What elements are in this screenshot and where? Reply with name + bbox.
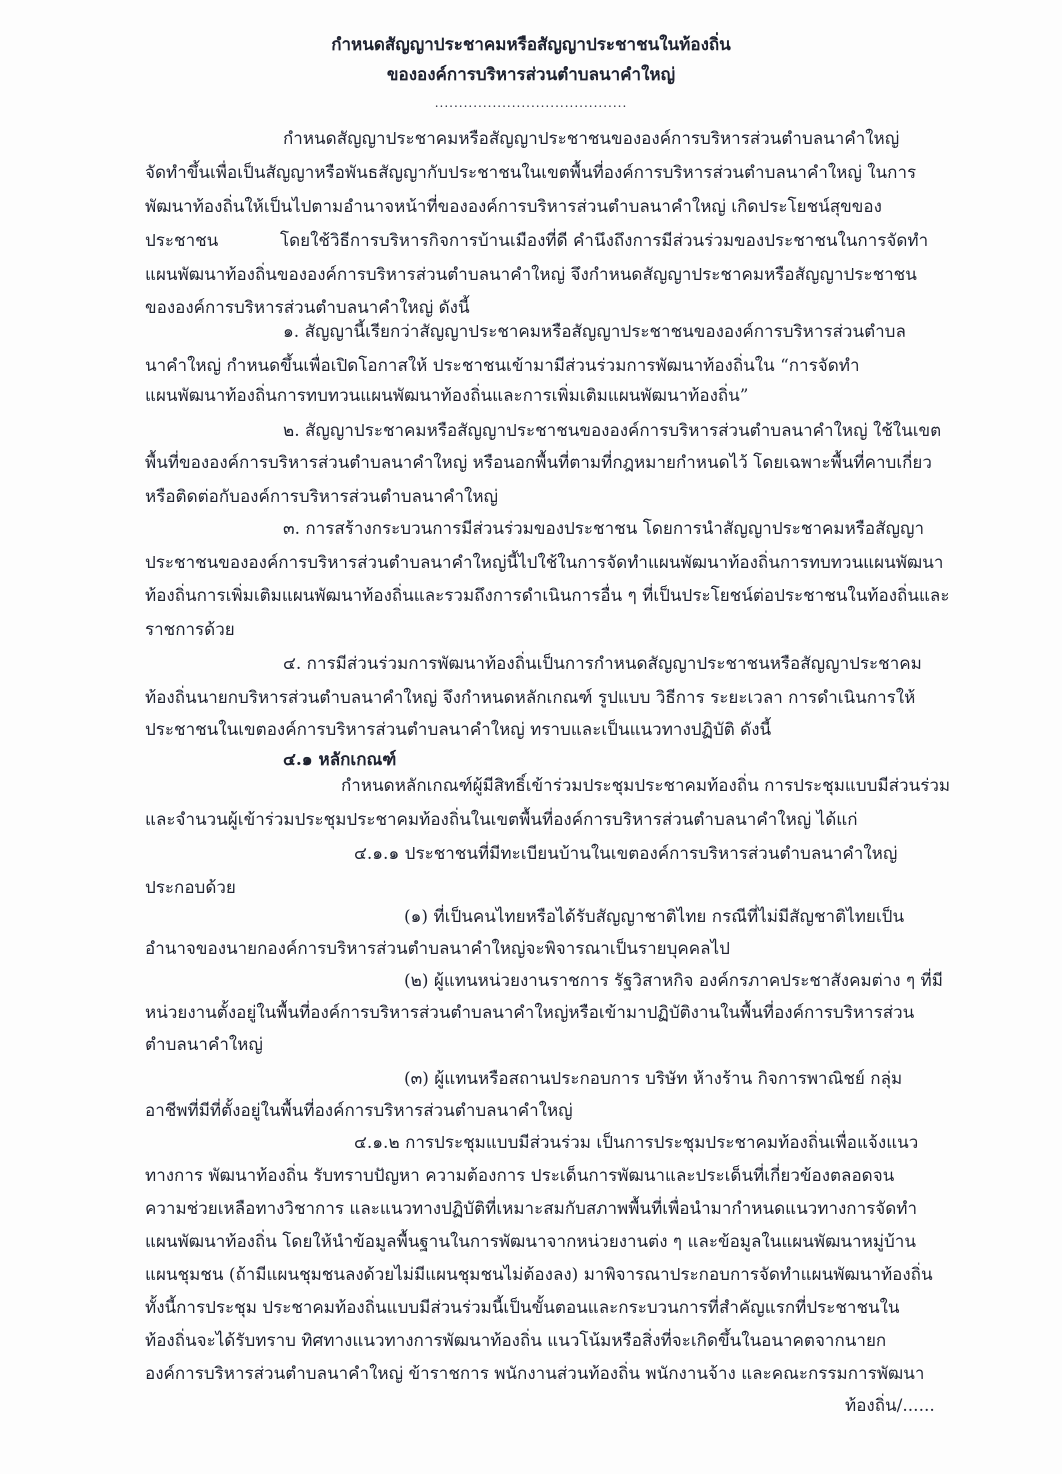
- body-line: ประชาชน: [145, 231, 219, 251]
- body-line: ท้องถิ่นจะได้รับทราบ ทิศทางแนวทางการพัฒนาท้องถิ่น แนวโน้มหรือสิ่งที่จะเกิดขึ้นในอนาคตจากนายก: [145, 1331, 887, 1351]
- page-continuation: ท้องถิ่น/......: [845, 1396, 935, 1416]
- body-line: ราชการด้วย: [145, 620, 235, 640]
- section-heading: ๔.๑ หลักเกณฑ์: [283, 750, 397, 770]
- body-line: ๓. การสร้างกระบวนการมีส่วนร่วมของประชาชน โดยการนำสัญญาประชาคมหรือสัญญา: [283, 519, 925, 539]
- body-line: และจำนวนผู้เข้าร่วมประชุมประชาคมท้องถิ่นในเขตพื้นที่องค์การบริหารส่วนตำบลนาคำใหญ่ ได้แก่: [145, 810, 858, 830]
- body-line: นาคำใหญ่ กำหนดขึ้นเพื่อเปิดโอกาสให้ ประชาชนเข้ามามีส่วนร่วมการพัฒนาท้องถิ่นใน “การจัดทำ: [145, 356, 860, 376]
- body-line: อาชีพที่มีที่ตั้งอยู่ในพื้นที่องค์การบริหารส่วนตำบลนาคำใหญ่: [145, 1101, 573, 1121]
- body-line: พื้นที่ขององค์การบริหารส่วนตำบลนาคำใหญ่ หรือนอกพื้นที่ตามที่กฎหมายกำหนดไว้ โดยเฉพาะพื้นที่คาบเกี่ยว: [145, 453, 932, 473]
- body-line: หน่วยงานตั้งอยู่ในพื้นที่องค์การบริหารส่วนตำบลนาคำใหญ่หรือเข้ามาปฏิบัติงานในพื้นที่องค์การบริหารส่วน: [145, 1003, 915, 1023]
- body-line: แผนพัฒนาท้องถิ่นการทบทวนแผนพัฒนาท้องถิ่นและการเพิ่มเติมแผนพัฒนาท้องถิ่น”: [145, 386, 749, 406]
- body-line: ความช่วยเหลือทางวิชาการ และแนวทางปฏิบัติที่เหมาะสมกับสภาพพื้นที่เพื่อนำมากำหนดแนวทางการจัดทำ: [145, 1199, 918, 1219]
- body-line: ประชาชนขององค์การบริหารส่วนตำบลนาคำใหญ่นี้ไปใช้ในการจัดทำแผนพัฒนาท้องถิ่นการทบทวนแผนพัฒนา: [145, 553, 944, 573]
- body-line: ทั้งนี้การประชุม ประชาคมท้องถิ่นแบบมีส่วนร่วมนี้เป็นขั้นตอนและกระบวนการที่สำคัญแรกที่ประชาชนใน: [145, 1298, 900, 1318]
- body-line: (๓) ผู้แทนหรือสถานประกอบการ บริษัท ห้างร้าน กิจการพาณิชย์ กลุ่ม: [404, 1069, 903, 1089]
- body-line: ๑. สัญญานี้เรียกว่าสัญญาประชาคมหรือสัญญาประชาชนขององค์การบริหารส่วนตำบล: [283, 322, 906, 342]
- body-line: พัฒนาท้องถิ่นให้เป็นไปตามอำนาจหน้าที่ขององค์การบริหารส่วนตำบลนาคำใหญ่ เกิดประโยชน์สุขของ: [145, 197, 882, 217]
- body-line: แผนพัฒนาท้องถิ่นขององค์การบริหารส่วนตำบลนาคำใหญ่ จึงกำหนดสัญญาประชาคมหรือสัญญาประชาชน: [145, 265, 917, 285]
- body-line: (๒) ผู้แทนหน่วยงานราชการ รัฐวิสาหกิจ องค์กรภาคประชาสังคมต่าง ๆ ที่มี: [404, 971, 943, 991]
- title-separator: ........................................: [434, 96, 628, 110]
- document-title-line-2: ขององค์การบริหารส่วนตำบลนาคำใหญ่: [386, 65, 676, 85]
- body-line: อำนาจของนายกองค์การบริหารส่วนตำบลนาคำใหญ่จะพิจารณาเป็นรายบุคคลไป: [145, 939, 730, 959]
- body-line: กำหนดสัญญาประชาคมหรือสัญญาประชาชนขององค์การบริหารส่วนตำบลนาคำใหญ่: [283, 129, 900, 149]
- body-line: (๑) ที่เป็นคนไทยหรือได้รับสัญญาชาติไทย กรณีที่ไม่มีสัญชาติไทยเป็น: [404, 907, 905, 927]
- body-line: แผนชุมชน (ถ้ามีแผนชุมชนลงด้วยไม่มีแผนชุมชนไม่ต้องลง) มาพิจารณาประกอบการจัดทำแผนพัฒนาท้องถิ่น: [145, 1265, 933, 1285]
- body-line: ท้องถิ่นการเพิ่มเติมแผนพัฒนาท้องถิ่นและรวมถึงการดำเนินการอื่น ๆ ที่เป็นประโยชน์ต่อประชาชนในท้องถิ่นและ: [145, 586, 950, 606]
- body-line: กำหนดหลักเกณฑ์ผู้มีสิทธิ์เข้าร่วมประชุมประชาคมท้องถิ่น การประชุมแบบมีส่วนร่วม: [341, 776, 951, 796]
- body-line: องค์การบริหารส่วนตำบลนาคำใหญ่ ข้าราชการ พนักงานส่วนท้องถิ่น พนักงานจ้าง และคณะกรรมการพัฒนา: [145, 1364, 925, 1384]
- body-line: ประชาชนในเขตองค์การบริหารส่วนตำบลนาคำใหญ่ ทราบและเป็นแนวทางปฏิบัติ ดังนี้: [145, 720, 772, 740]
- body-line: หรือติดต่อกับองค์การบริหารส่วนตำบลนาคำใหญ่: [145, 487, 499, 507]
- body-line: ๔. การมีส่วนร่วมการพัฒนาท้องถิ่นเป็นการกำหนดสัญญาประชาชนหรือสัญญาประชาคม: [283, 654, 922, 674]
- body-line: ทางการ พัฒนาท้องถิ่น รับทราบปัญหา ความต้องการ ประเด็นการพัฒนาและประเด็นที่เกี่ยวข้องตลอดจน: [145, 1166, 895, 1186]
- body-line: ขององค์การบริหารส่วนตำบลนาคำใหญ่ ดังนี้: [145, 298, 470, 318]
- body-line: ๒. สัญญาประชาคมหรือสัญญาประชาชนขององค์การบริหารส่วนตำบลนาคำใหญ่ ใช้ในเขต: [283, 421, 942, 441]
- body-line: ๔.๑.๒ การประชุมแบบมีส่วนร่วม เป็นการประชุมประชาคมท้องถิ่นเพื่อแจ้งแนว: [354, 1133, 919, 1153]
- document-title-line-1: กำหนดสัญญาประชาคมหรือสัญญาประชาชนในท้องถิ่น: [331, 35, 731, 55]
- body-line: ท้องถิ่นนายกบริหารส่วนตำบลนาคำใหญ่ จึงกำหนดหลักเกณฑ์ รูปแบบ วิธีการ ระยะเวลา การดำเนินการให้: [145, 688, 916, 708]
- body-line: โดยใช้วิธีการบริหารกิจการบ้านเมืองที่ดี คำนึงถึงการมีส่วนร่วมของประชาชนในการจัดทำ: [280, 231, 929, 251]
- body-line: จัดทำขึ้นเพื่อเป็นสัญญาหรือพันธสัญญากับประชาชนในเขตพื้นที่องค์การบริหารส่วนตำบลนาคำใหญ่ ในการ: [145, 163, 917, 183]
- body-line: ประกอบด้วย: [145, 878, 236, 898]
- body-line: แผนพัฒนาท้องถิ่น โดยให้นำข้อมูลพื้นฐานในการพัฒนาจากหน่วยงานต่ง ๆ และข้อมูลในแผนพัฒนาหมู่บ้าน: [145, 1232, 916, 1252]
- body-line: ตำบลนาคำใหญ่: [145, 1035, 263, 1055]
- body-line: ๔.๑.๑ ประชาชนที่มีทะเบียนบ้านในเขตองค์การบริหารส่วนตำบลนาคำใหญ่: [354, 844, 898, 864]
